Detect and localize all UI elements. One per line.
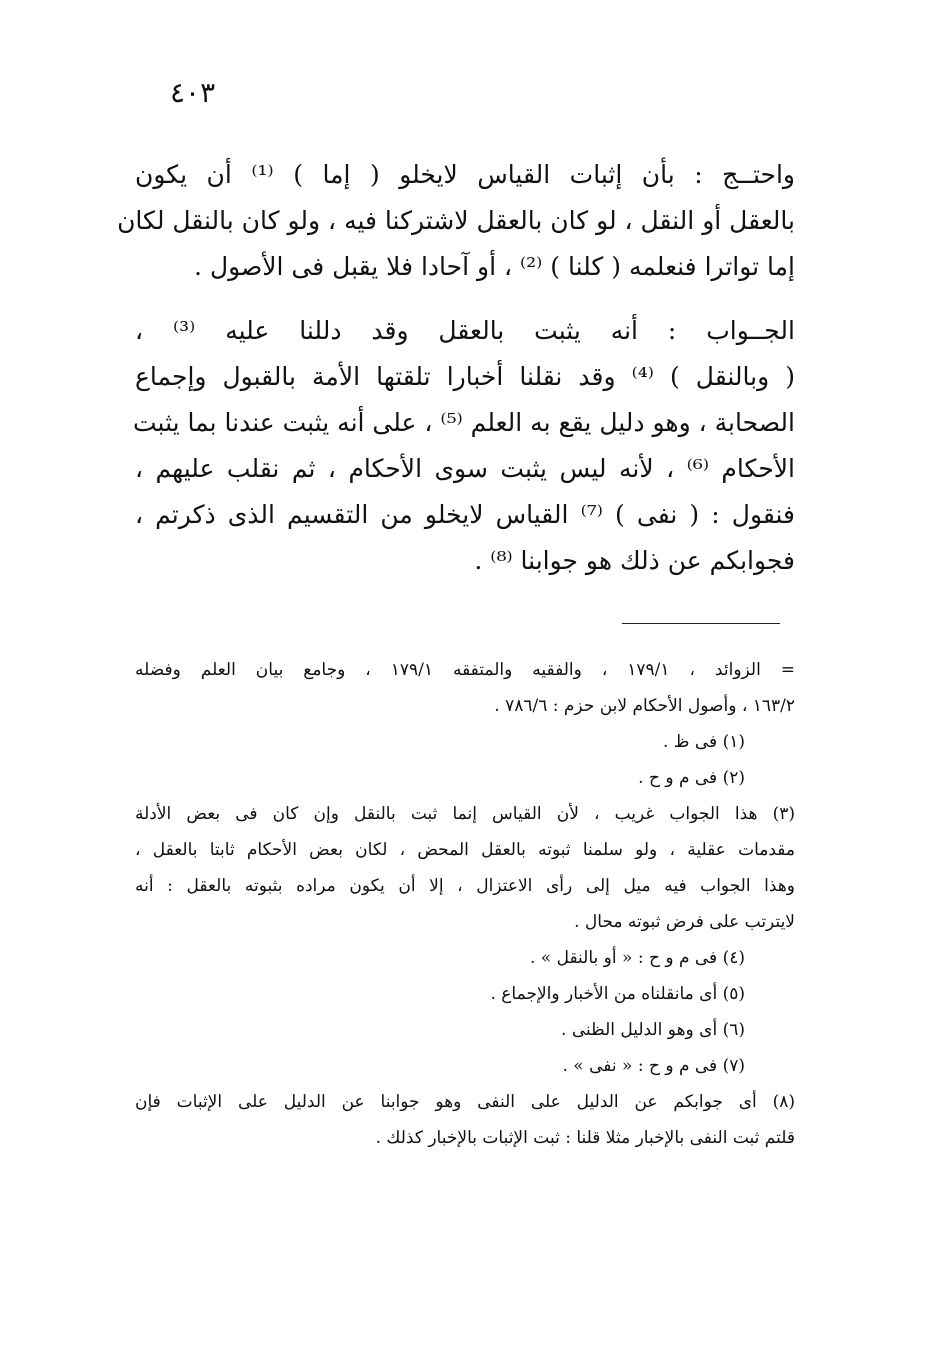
page-number: ٤٠٣ (170, 76, 216, 109)
text-line: ( وبالنقل ) ⁽⁴⁾ وقد نقلنا أخبارا تلقتها الأمة بالقبول وإجماع (135, 362, 795, 391)
footnote-1: (١) فى ظ . (662, 732, 745, 752)
text-line: بالعقل أو النقل ، لو كان بالعقل لاشتركنا فيه ، ولو كان بالنقل لكان (117, 206, 795, 235)
text-line: إما تواترا فنعلمه ( كلنا ) ⁽²⁾ ، أو آحادا فلا يقبل فى الأصول . (194, 252, 795, 281)
footnote-3 (135, 796, 795, 940)
footnote-continuation (135, 652, 795, 724)
footnote-line: (٨) أى جوابكم عن الدليل على النفى وهو جوابنا عن الدليل على الإثبات فإن (135, 1092, 795, 1112)
footnote-6: (٦) أى وهو الدليل الظنى . (561, 1020, 745, 1040)
footnote-line: = الزوائد ، ١٧٩/١ ، والفقيه والمتفقه ١٧٩/١ ، وجامع بيان العلم وفضله (135, 660, 796, 680)
paragraph-argument (117, 152, 795, 290)
footnotes (135, 652, 795, 1156)
footnote-line: وهذا الجواب فيه ميل إلى رأى الاعتزال ، إلا أن يكون مراده بثبوته بالعقل : أنه (135, 876, 795, 896)
footnote-line: ١٦٣/٢ ، وأصول الأحكام لابن حزم : ٧٨٦/٦ . (494, 696, 795, 716)
paragraph-answer (135, 308, 795, 584)
footnote-8 (135, 1084, 795, 1156)
footnote-separator (622, 623, 780, 624)
text-line: فنقول : ( نفى ) ⁽⁷⁾ القياس لايخلو من التقسيم الذى ذكرتم ، (135, 500, 796, 529)
text-line: الجــواب : أنه يثبت بالعقل وقد دللنا عليه ⁽³⁾ ، (135, 316, 795, 345)
footnote-7: (٧) فى م و ح : « نفى » . (562, 1056, 745, 1076)
text-line: الصحابة ، وهو دليل يقع به العلم ⁽⁵⁾ ، على أنه يثبت عندنا بما يثبت (133, 408, 795, 437)
text-line: فجوابكم عن ذلك هو جوابنا ⁽⁸⁾ . (474, 546, 795, 575)
footnote-line: لايترتب على فرض ثبوته محال . (574, 912, 795, 932)
footnote-line: قلتم ثبت النفى بالإخبار مثلا قلنا : ثبت الإثبات بالإخبار كذلك . (375, 1128, 795, 1148)
footnote-5: (٥) أى مانقلناه من الأخبار والإجماع . (490, 984, 745, 1004)
text-line: الأحكام ⁽⁶⁾ ، لأنه ليس يثبت سوى الأحكام ، ثم نقلب عليهم ، (135, 454, 795, 483)
text-line: واحتــج : بأن إثبات القياس لايخلو ( إما ) ⁽¹⁾ أن يكون (135, 160, 795, 189)
footnote-line: (٣) هذا الجواب غريب ، لأن القياس إنما ثبت بالنقل وإن كان فى بعض الأدلة (135, 804, 795, 824)
footnote-4: (٤) فى م و ح : « أو بالنقل » . (529, 948, 745, 968)
footnote-2: (٢) فى م و ح . (638, 768, 745, 788)
footnote-line: مقدمات عقلية ، ولو سلمنا ثبوته بالعقل المحض ، لكان بعض الأحكام ثابتا بالعقل ، (135, 840, 795, 860)
